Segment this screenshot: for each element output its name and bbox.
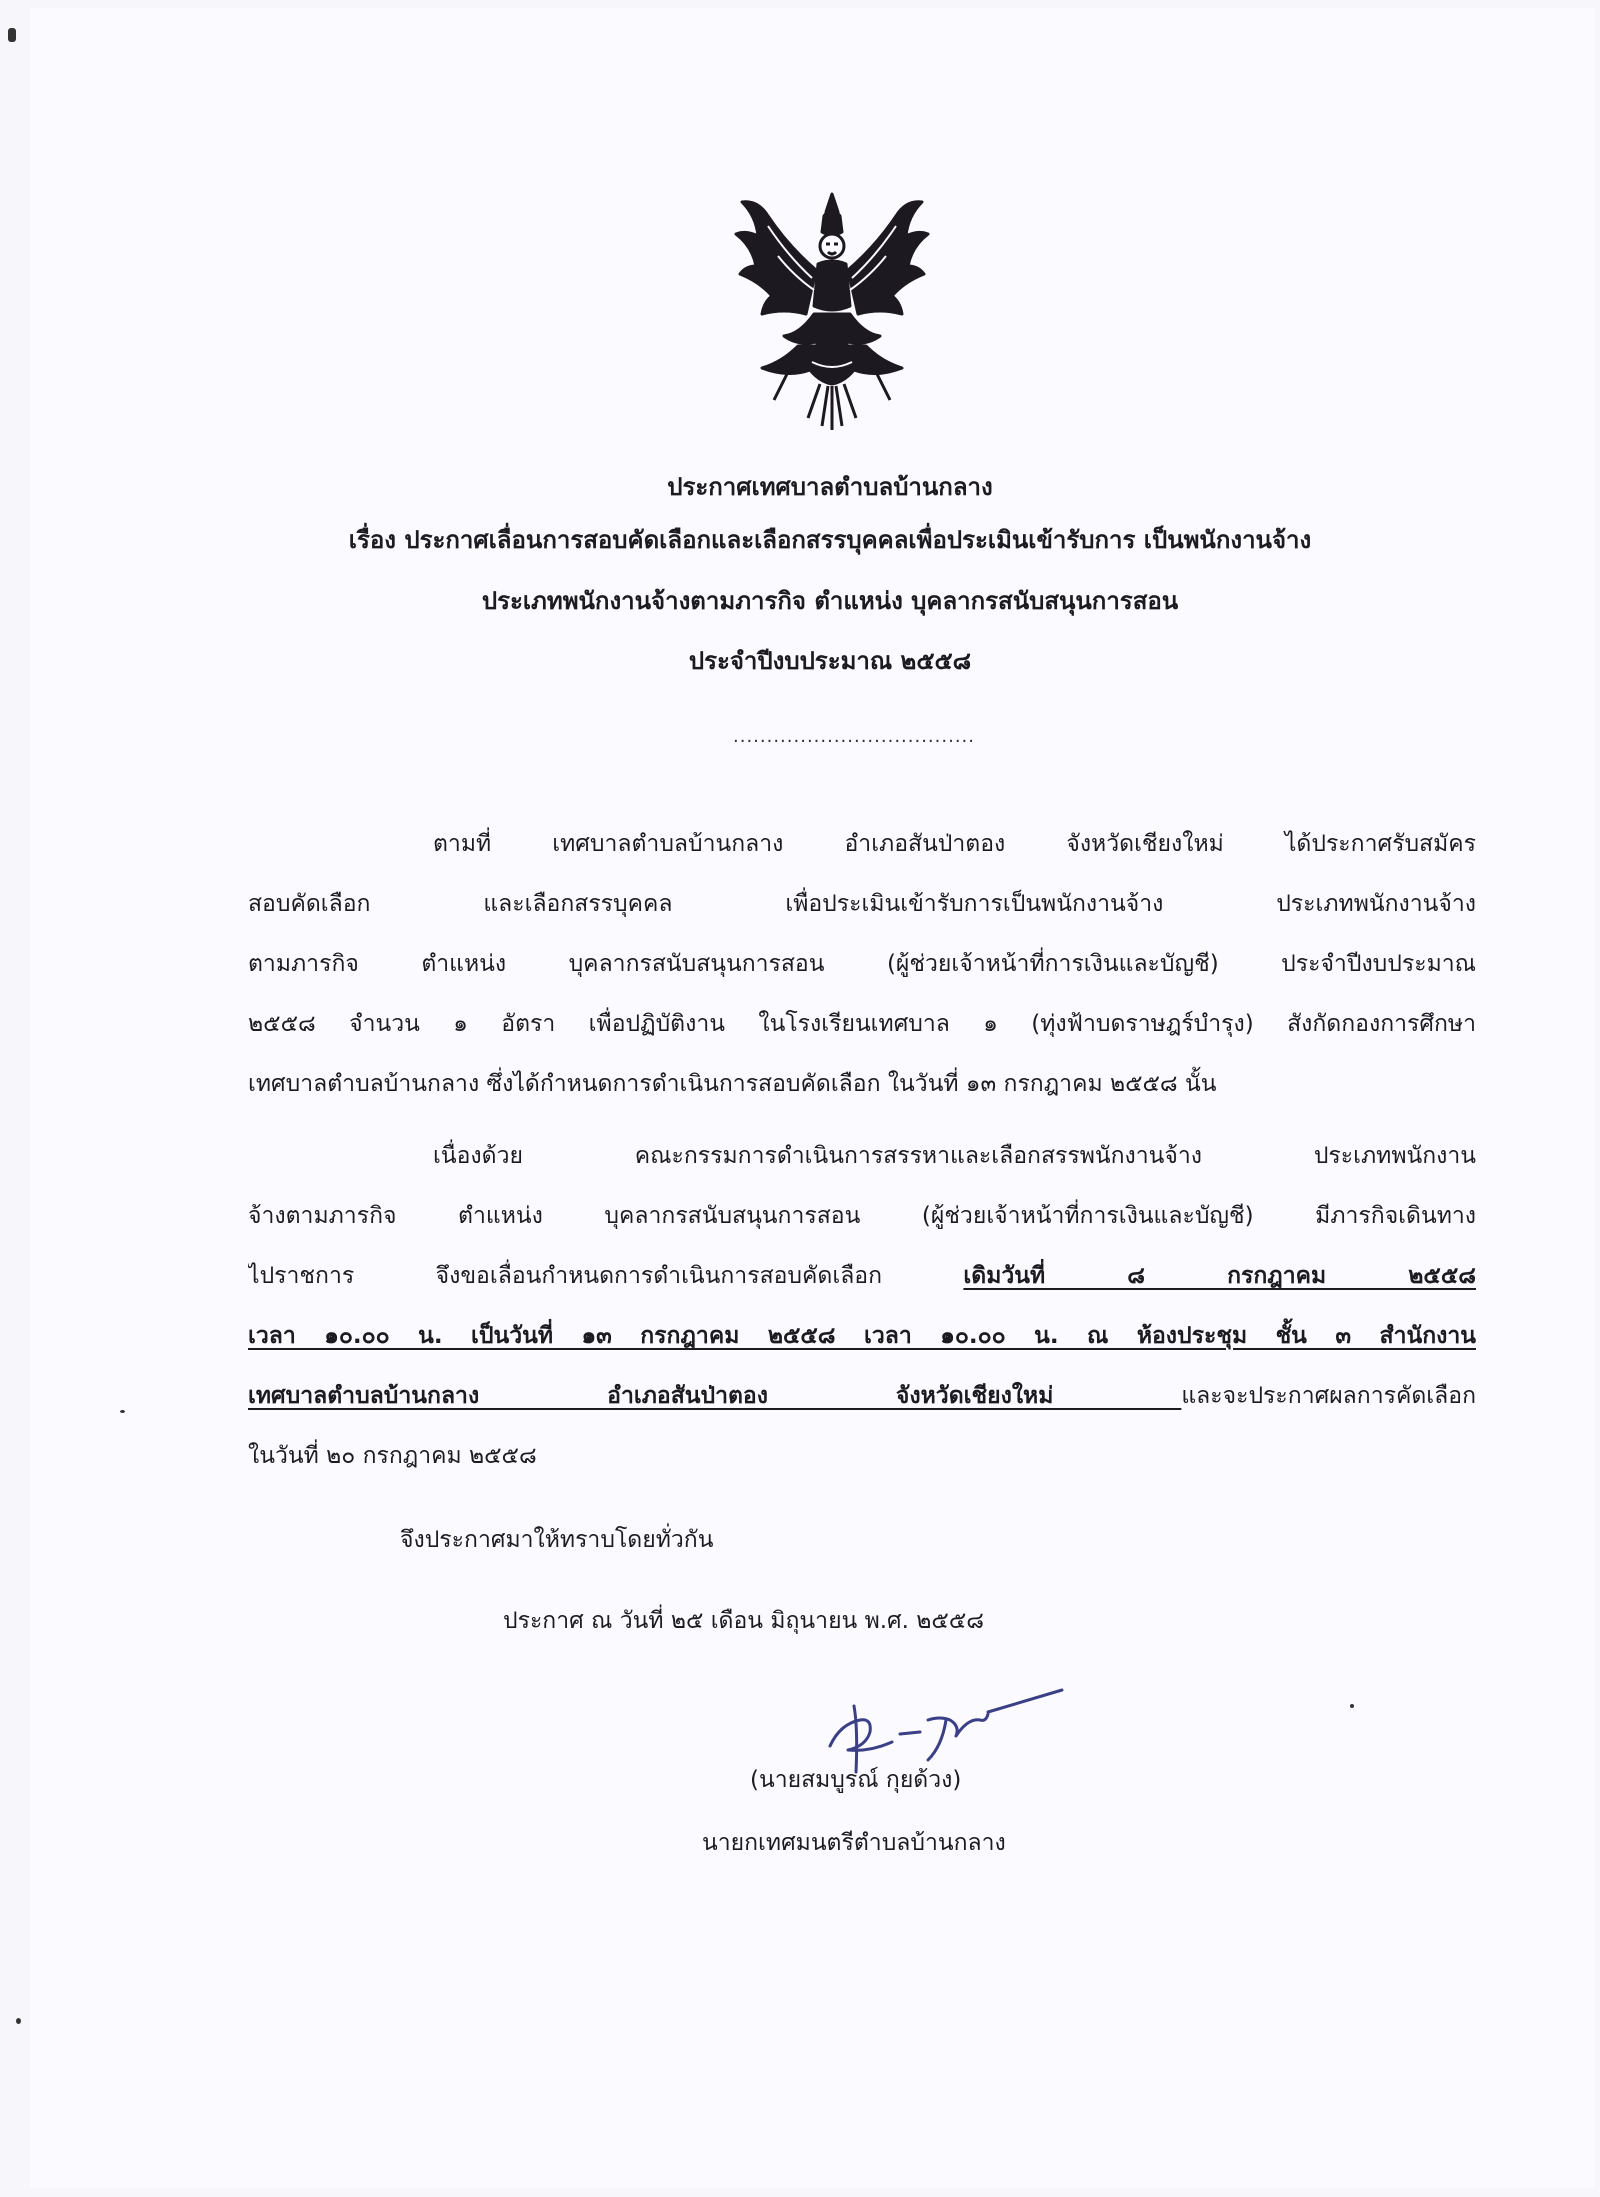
body-line: ในวันที่ ๒๐ กรกฎาคม ๒๕๕๘ (248, 1443, 537, 1469)
body-line: เนื่องด้วย คณะกรรมการดำเนินการสรรหาและเลือกสรรพนักงานจ้าง ประเภทพนักงาน (433, 1143, 1476, 1169)
signatory-title: นายกเทศมนตรีตำบลบ้านกลาง (702, 1830, 1006, 1856)
document-page (30, 8, 1595, 2188)
subject-line: เรื่อง ประกาศเลื่อนการสอบคัดเลือกและเลือกสรรบุคคลเพื่อประเมินเข้ารับการ เป็นพนักงานจ้าง (348, 526, 1312, 554)
scan-speck (120, 1410, 125, 1413)
signatory-name: (นายสมบูรณ์ กุยด้วง) (750, 1767, 962, 1793)
paragraph-postponement (248, 1126, 1476, 1486)
scan-speck (1350, 1704, 1354, 1708)
body-text: และจะประกาศผลการคัดเลือก (1181, 1383, 1476, 1409)
announcement-date: ประกาศ ณ วันที่ ๒๕ เดือน มิถุนายน พ.ศ. ๒๕๕๘ (503, 1608, 984, 1634)
body-line: ๒๕๕๘ จำนวน ๑ อัตรา เพื่อปฏิบัติงาน ในโรงเรียนเทศบาล ๑ (ทุ่งฟ้าบดราษฎร์บำรุง) สังกัดกองการศึกษา (248, 1011, 1476, 1037)
body-text: ไปราชการ จึงขอเลื่อนกำหนดการดำเนินการสอบคัดเลือก (248, 1263, 964, 1289)
scan-mark (16, 2018, 21, 2024)
scan-mark (8, 28, 16, 42)
body-line (248, 1366, 1476, 1426)
body-line: ตามที่ เทศบาลตำบลบ้านกลาง อำเภอสันป่าตอง จังหวัดเชียงใหม่ ได้ประกาศรับสมัคร (433, 831, 1476, 857)
body-line: เทศบาลตำบลบ้านกลาง ซึ่งได้กำหนดการดำเนินการสอบคัดเลือก ในวันที่ ๑๓ กรกฎาคม ๒๕๕๘ นั้น (248, 1071, 1217, 1097)
rescheduled-date-emphasis: เดิมวันที่ ๘ กรกฎาคม ๒๕๕๘ (963, 1263, 1476, 1289)
subject-continuation: ประเภทพนักงานจ้างตามภารกิจ ตำแหน่ง บุคลากรสนับสนุนการสอน (481, 587, 1179, 615)
closing-statement: จึงประกาศมาให้ทราบโดยทั่วกัน (400, 1527, 714, 1553)
rescheduled-date-emphasis: เวลา ๑๐.๐๐ น. เป็นวันที่ ๑๓ กรกฎาคม ๒๕๕๘ เวลา ๑๐.๐๐ น. ณ ห้องประชุม ชั้น ๓ สำนักงาน (248, 1323, 1476, 1349)
body-line: ตามภารกิจ ตำแหน่ง บุคลากรสนับสนุนการสอน (ผู้ช่วยเจ้าหน้าที่การเงินและบัญชี) ประจำปีงบประมาณ (248, 951, 1476, 977)
fiscal-year-line: ประจำปีงบประมาณ ๒๕๕๘ (688, 647, 972, 675)
venue-emphasis: เทศบาลตำบลบ้านกลาง อำเภอสันป่าตอง จังหวัดเชียงใหม่ (248, 1383, 1182, 1409)
body-line: สอบคัดเลือก และเลือกสรรบุคคล เพื่อประเมินเข้ารับการเป็นพนักงานจ้าง ประเภทพนักงานจ้าง (248, 891, 1476, 917)
body-line (248, 1246, 1476, 1306)
paragraph-background (248, 814, 1476, 1114)
garuda-emblem-icon (728, 186, 936, 434)
body-line (248, 1306, 1476, 1366)
body-line: จ้างตามภารกิจ ตำแหน่ง บุคลากรสนับสนุนการสอน (ผู้ช่วยเจ้าหน้าที่การเงินและบัญชี) มีภารกิจเดินทาง (248, 1203, 1476, 1229)
announcement-title: ประกาศเทศบาลตำบลบ้านกลาง (667, 473, 993, 501)
heading-divider: .................................... (733, 726, 975, 747)
